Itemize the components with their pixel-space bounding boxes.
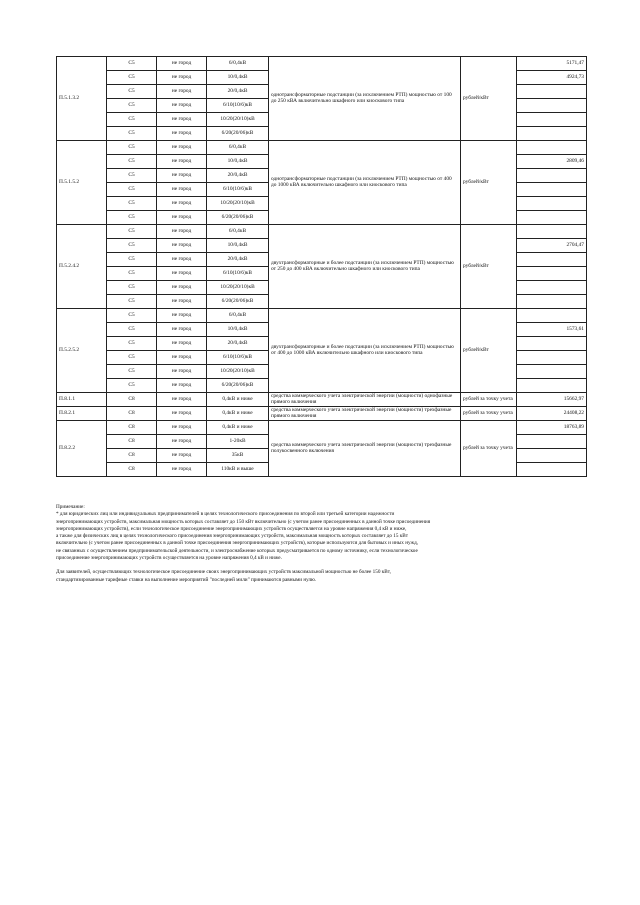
category-cell: С5 [107, 365, 157, 379]
voltage-cell: 6/10(10/6)кВ [207, 351, 269, 365]
unit-cell: рублей за точку учета [461, 393, 517, 407]
rate-value-cell: 18763,89 [517, 421, 587, 435]
category-cell: С5 [107, 239, 157, 253]
rate-value-cell [517, 141, 587, 155]
rate-value-cell [517, 463, 587, 477]
voltage-cell: 6/20(20/06)кВ [207, 127, 269, 141]
note-line: присоединение энергопринимающих устройств осуществляется на уровне напряжения 0,4 кВ и ниже. [56, 555, 282, 562]
rate-value-cell [517, 113, 587, 127]
description-cell: средства коммерческого учета электрической энергии (мощности) трехфазные прямого включения [269, 407, 461, 421]
voltage-cell: 10/20(20/10)кВ [207, 365, 269, 379]
category-cell: С8 [107, 435, 157, 449]
voltage-cell: 6/10(10/6)кВ [207, 183, 269, 197]
voltage-cell: 0,4кВ и ниже [207, 393, 269, 407]
rate-value-cell [517, 253, 587, 267]
rate-value-cell [517, 197, 587, 211]
unit-cell: рублей за точку учета [461, 407, 517, 421]
table-row [57, 421, 587, 435]
category-cell: С5 [107, 113, 157, 127]
rate-value-cell: 2809,46 [517, 155, 587, 169]
voltage-cell: 6/20(20/06)кВ [207, 211, 269, 225]
voltage-cell: 6/0,4кВ [207, 309, 269, 323]
category-cell: С5 [107, 127, 157, 141]
note-title: Примечание: [56, 504, 85, 510]
table-row [57, 141, 587, 155]
row-code: П.5.2.5.2 [57, 309, 107, 393]
rate-value-cell: 15662,97 [517, 393, 587, 407]
voltage-cell: 6/10(10/6)кВ [207, 267, 269, 281]
table-row [57, 309, 587, 323]
description-cell: двухтрансформаторные и более подстанции (за исключением РТП) мощностью от 250 до 400 кВА включительно шкафного или киоскового типа [269, 225, 461, 309]
territory-cell: не город [157, 295, 207, 309]
voltage-cell: 10/20(20/10)кВ [207, 281, 269, 295]
voltage-cell: 20/0,4кВ [207, 337, 269, 351]
rate-value-cell: 2704,47 [517, 239, 587, 253]
unit-cell: рублей/кВт [461, 225, 517, 309]
rate-value-cell [517, 225, 587, 239]
row-code: П.5.2.4.2 [57, 225, 107, 309]
category-cell: С5 [107, 141, 157, 155]
category-cell: С8 [107, 407, 157, 421]
voltage-cell: 6/0,4кВ [207, 141, 269, 155]
table-row [57, 57, 587, 71]
category-cell: С5 [107, 323, 157, 337]
row-code: П.8.2.1 [57, 407, 107, 421]
category-cell: С5 [107, 85, 157, 99]
territory-cell: не город [157, 281, 207, 295]
voltage-cell: 10/20(20/10)кВ [207, 197, 269, 211]
territory-cell: не город [157, 71, 207, 85]
table-row [57, 407, 587, 421]
rate-value-cell [517, 281, 587, 295]
rate-value-cell: 24408,22 [517, 407, 587, 421]
voltage-cell: 10/0,4кВ [207, 155, 269, 169]
voltage-cell: 0,4кВ и ниже [207, 421, 269, 435]
category-cell: С5 [107, 99, 157, 113]
territory-cell: не город [157, 421, 207, 435]
note-line: включительно (с учетом ранее присоединенных в данной точке присоединения энергопринимающих устройств), которые используются для бытовых и иных нужд, [56, 540, 419, 547]
voltage-cell: 0,4кВ и ниже [207, 407, 269, 421]
unit-cell: рублей/кВт [461, 309, 517, 393]
rate-value-cell [517, 309, 587, 323]
territory-cell: не город [157, 351, 207, 365]
territory-cell: не город [157, 225, 207, 239]
category-cell: С5 [107, 183, 157, 197]
territory-cell: не город [157, 169, 207, 183]
row-code: П.5.1.5.2 [57, 141, 107, 225]
rate-value-cell: 1573,61 [517, 323, 587, 337]
category-cell: С5 [107, 253, 157, 267]
category-cell: С5 [107, 281, 157, 295]
row-code: П.8.1.1 [57, 393, 107, 407]
rate-value-cell [517, 267, 587, 281]
note-line: а также для физических лиц в целях технологического присоединения энергопринимающих устройств, максимальная мощность которых составляет до 15 кВт [56, 533, 409, 540]
voltage-cell: 10/20(20/10)кВ [207, 113, 269, 127]
footnote [56, 504, 586, 584]
territory-cell: не город [157, 113, 207, 127]
voltage-cell: 10/0,4кВ [207, 323, 269, 337]
territory-cell: не город [157, 239, 207, 253]
table-row [57, 225, 587, 239]
voltage-cell: 20/0,4кВ [207, 169, 269, 183]
table-row [57, 393, 587, 407]
territory-cell: не город [157, 323, 207, 337]
territory-cell: не город [157, 155, 207, 169]
category-cell: С5 [107, 225, 157, 239]
rate-value-cell: 5171,47 [517, 57, 587, 71]
voltage-cell: 6/10(10/6)кВ [207, 99, 269, 113]
territory-cell: не город [157, 99, 207, 113]
voltage-cell: 6/0,4кВ [207, 225, 269, 239]
rate-value-cell [517, 351, 587, 365]
voltage-cell: 6/0,4кВ [207, 57, 269, 71]
voltage-cell: 20/0,4кВ [207, 85, 269, 99]
unit-cell: рублей за точку учета [461, 421, 517, 477]
voltage-cell: 6/20(20/06)кВ [207, 379, 269, 393]
voltage-cell: 10/0,4кВ [207, 71, 269, 85]
category-cell: С5 [107, 295, 157, 309]
rate-value-cell [517, 337, 587, 351]
row-code: П.5.1.3.2 [57, 57, 107, 141]
territory-cell: не город [157, 337, 207, 351]
category-cell: С5 [107, 267, 157, 281]
category-cell: С5 [107, 309, 157, 323]
rate-value-cell [517, 435, 587, 449]
category-cell: С5 [107, 71, 157, 85]
rate-value-cell [517, 169, 587, 183]
territory-cell: не город [157, 379, 207, 393]
territory-cell: не город [157, 309, 207, 323]
voltage-cell: 6/20(20/06)кВ [207, 295, 269, 309]
category-cell: С5 [107, 337, 157, 351]
territory-cell: не город [157, 393, 207, 407]
note-line: энергопринимающих устройств, максимальная мощность которых составляет до 150 кВт включительно (с учетом ранее присоединенных в данной точке присоединения [56, 518, 431, 525]
note-final-line: Для заявителей, осуществляющих технологическое присоединение своих энергопринимающих устройств максимальной мощностью не более 150 кВт, [56, 569, 391, 576]
territory-cell: не город [157, 57, 207, 71]
rate-value-cell [517, 85, 587, 99]
territory-cell: не город [157, 267, 207, 281]
rate-value-cell [517, 365, 587, 379]
rate-value-cell [517, 379, 587, 393]
voltage-cell: 10/0,4кВ [207, 239, 269, 253]
territory-cell: не город [157, 127, 207, 141]
description-cell: двухтрансформаторные и более подстанции (за исключением РТП) мощностью от 400 до 1000 кВА включительно шкафного или киоскового типа [269, 309, 461, 393]
category-cell: С5 [107, 57, 157, 71]
description-cell: однотрансформаторные подстанции (за исключением РТП) мощностью от 100 до 250 кВА включительно шкафного или киоскового типа [269, 57, 461, 141]
note-line: не связанных с осуществлением предпринимательской деятельности, и электроснабжение которых предусматривается по одному источнику, если технологическое [56, 547, 418, 554]
category-cell: С5 [107, 351, 157, 365]
voltage-cell: 20/0,4кВ [207, 253, 269, 267]
note-line: энергопринимающих устройств), если технологическое присоединение энергопринимающих устройств осуществляется на уровне напряжения 0,4 кВ и ниже, [56, 525, 407, 532]
category-cell: С5 [107, 169, 157, 183]
tariff-table [56, 56, 587, 477]
voltage-cell: 110кВ и выше [207, 463, 269, 477]
category-cell: С8 [107, 393, 157, 407]
category-cell: С8 [107, 463, 157, 477]
unit-cell: рублей/кВт [461, 141, 517, 225]
description-cell: однотрансформаторные подстанции (за исключением РТП) мощностью от 400 до 1000 кВА включительно шкафного или киоскового типа [269, 141, 461, 225]
rate-value-cell [517, 295, 587, 309]
note-final-line: стандартизированные тарифные ставки на выполнение мероприятий "последней мили" принимаются равными нулю. [56, 576, 317, 583]
territory-cell: не город [157, 463, 207, 477]
territory-cell: не город [157, 407, 207, 421]
category-cell: С5 [107, 379, 157, 393]
territory-cell: не город [157, 365, 207, 379]
category-cell: С5 [107, 211, 157, 225]
note-line: * для юридических лиц или индивидуальных предпринимателей в целях технологического присоединения по второй или третьей категории надежности [56, 511, 395, 518]
territory-cell: не город [157, 85, 207, 99]
territory-cell: не город [157, 197, 207, 211]
territory-cell: не город [157, 435, 207, 449]
territory-cell: не город [157, 253, 207, 267]
rate-value-cell [517, 211, 587, 225]
description-cell: средства коммерческого учета электрической энергии (мощности) трехфазные полукосвенного включения [269, 421, 461, 477]
category-cell: С5 [107, 197, 157, 211]
rate-value-cell [517, 183, 587, 197]
category-cell: С8 [107, 421, 157, 435]
rate-value-cell [517, 449, 587, 463]
unit-cell: рублей/кВт [461, 57, 517, 141]
voltage-cell: 35кВ [207, 449, 269, 463]
voltage-cell: 1-20кВ [207, 435, 269, 449]
rate-value-cell [517, 99, 587, 113]
category-cell: С8 [107, 449, 157, 463]
description-cell: средства коммерческого учета электрической энергии (мощности) однофазные прямого включения [269, 393, 461, 407]
territory-cell: не город [157, 141, 207, 155]
territory-cell: не город [157, 211, 207, 225]
rate-value-cell: 4924,73 [517, 71, 587, 85]
territory-cell: не город [157, 449, 207, 463]
category-cell: С5 [107, 155, 157, 169]
rate-value-cell [517, 127, 587, 141]
territory-cell: не город [157, 183, 207, 197]
row-code: П.8.2.2 [57, 421, 107, 477]
